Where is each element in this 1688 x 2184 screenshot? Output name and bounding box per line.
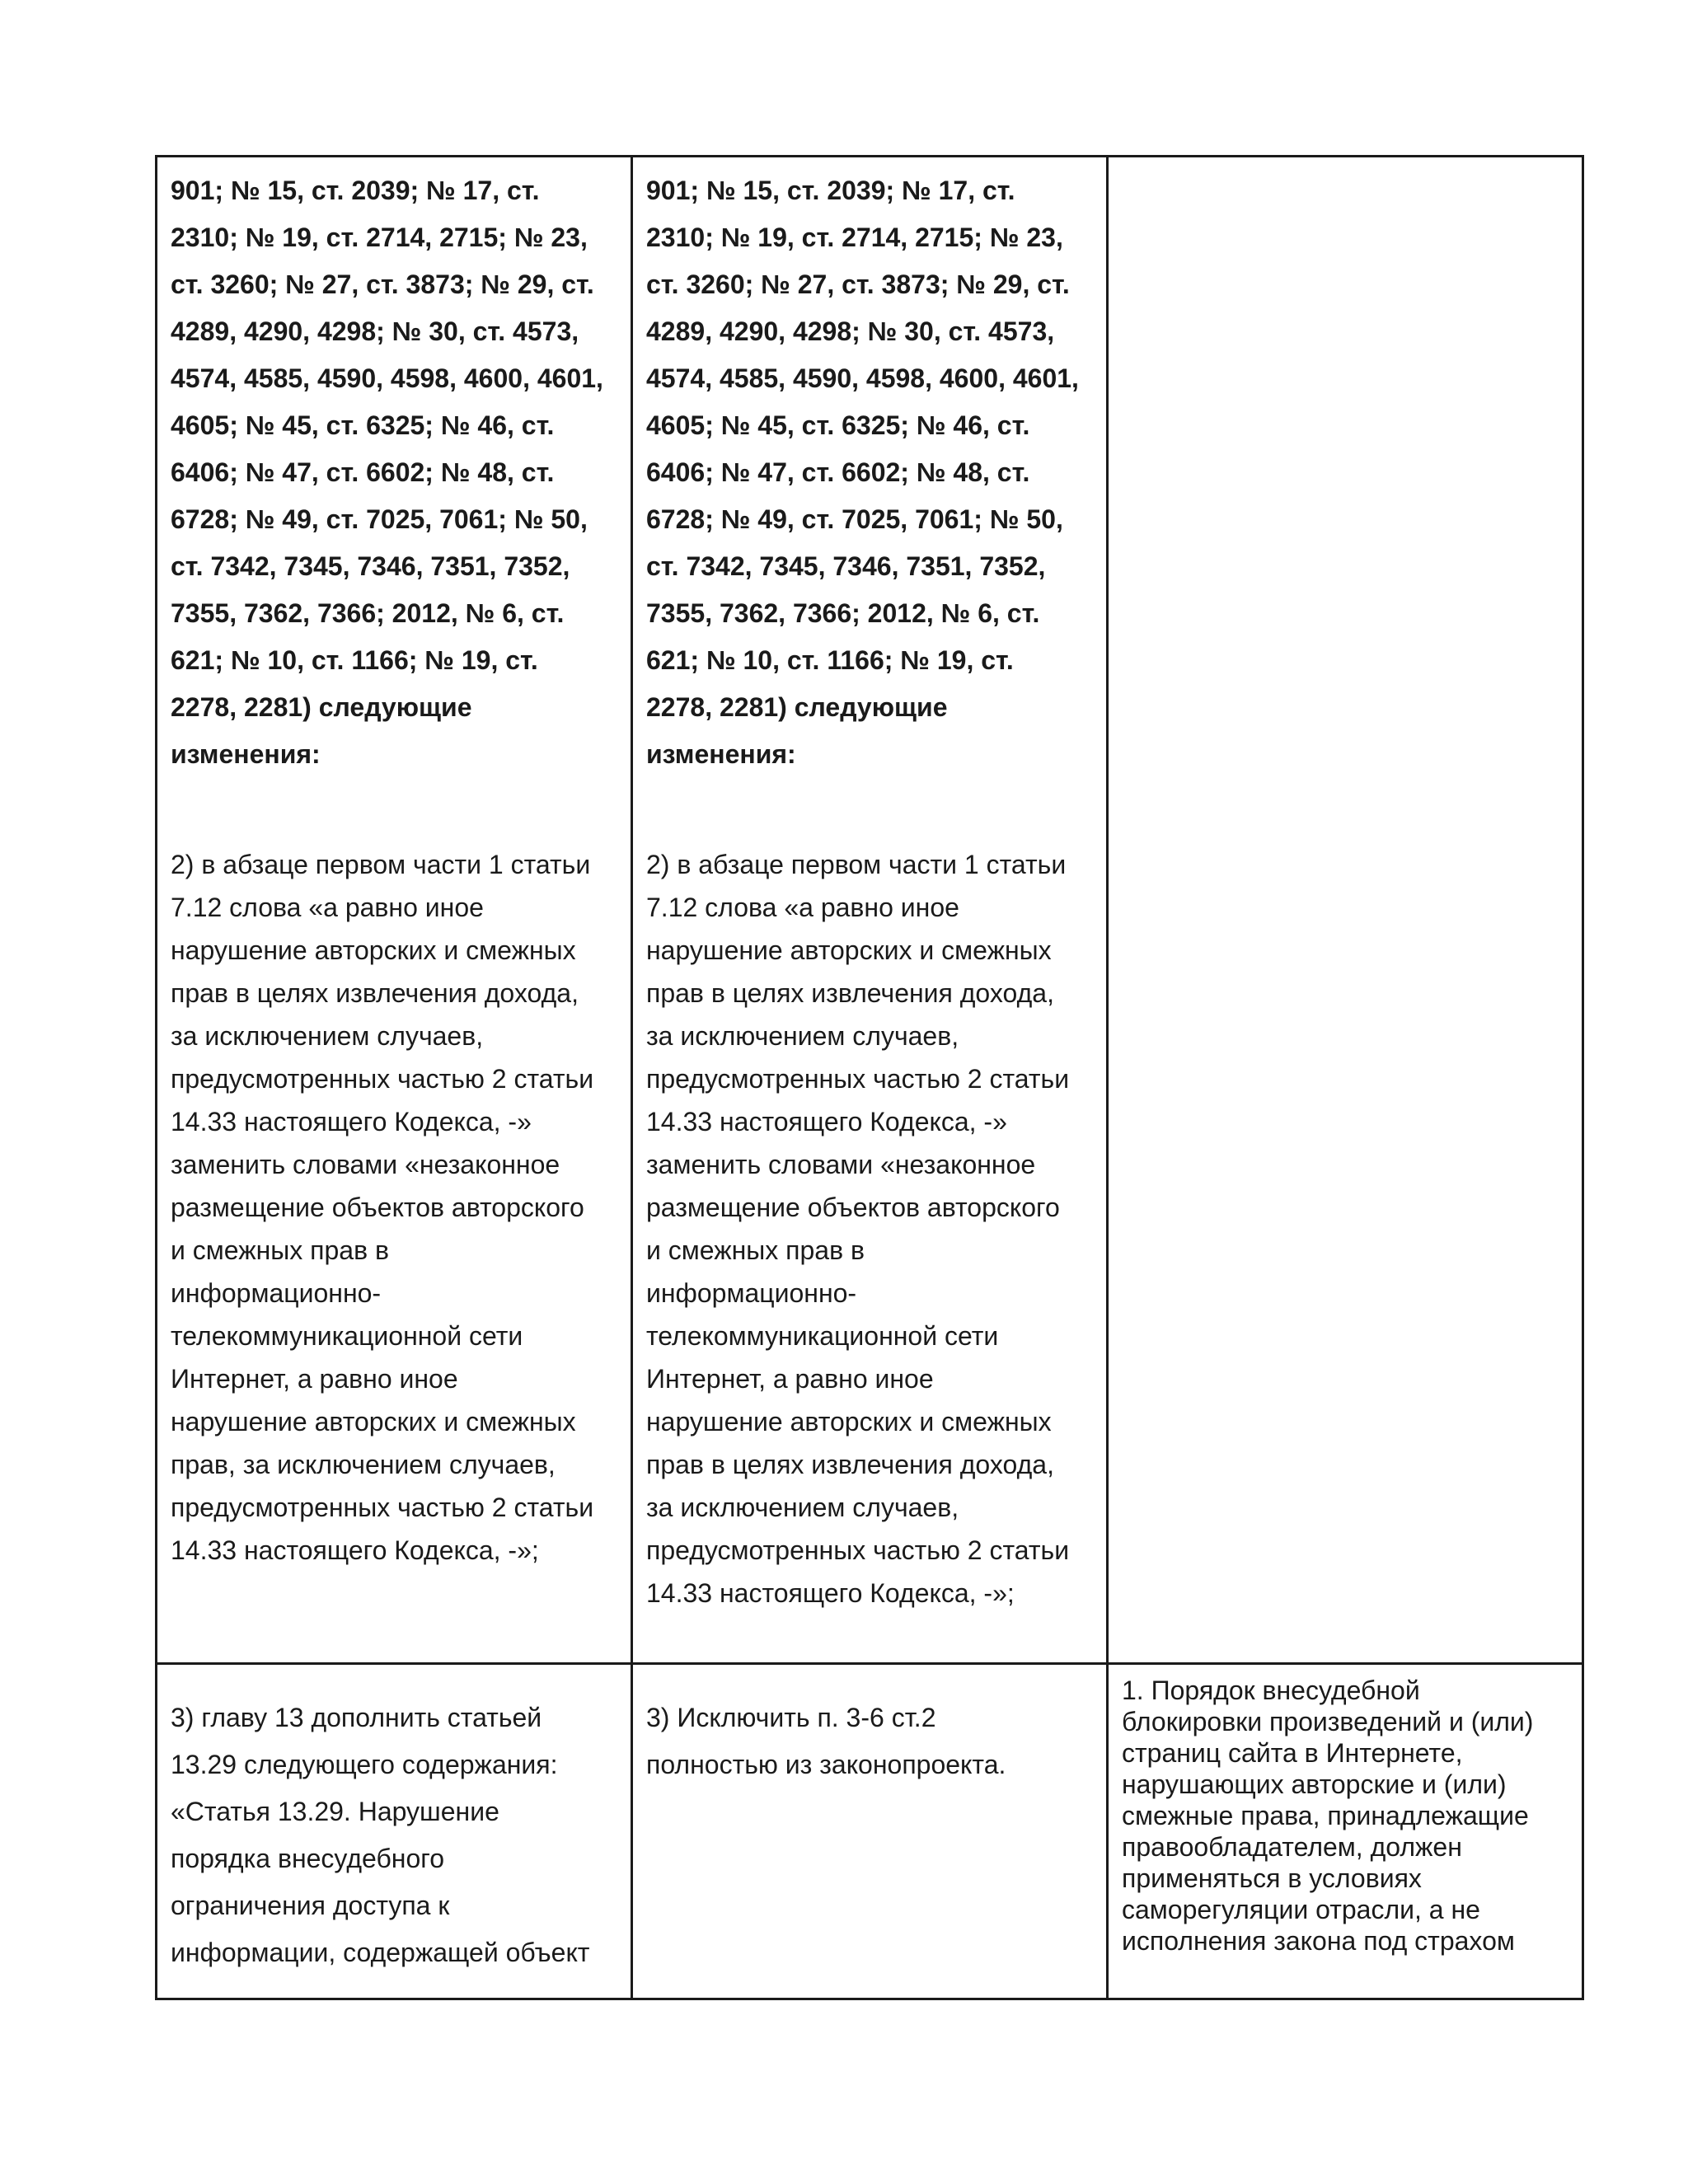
text-line: размещение объектов авторского bbox=[171, 1193, 584, 1222]
text-line: нарушение авторских и смежных bbox=[646, 1407, 1052, 1436]
text-line: изменения: bbox=[171, 739, 321, 769]
text-line: ст. 7342, 7345, 7346, 7351, 7352, bbox=[646, 551, 1046, 581]
text-line: заменить словами «незаконное bbox=[171, 1150, 560, 1179]
text-line: 2) в абзаце первом части 1 статьи bbox=[171, 850, 591, 879]
references-text bbox=[171, 167, 616, 778]
text-line: телекоммуникационной сети bbox=[646, 1321, 999, 1351]
cell-text bbox=[1122, 1675, 1567, 1957]
text-line: 6406; № 47, ст. 6602; № 48, ст. bbox=[646, 457, 1030, 487]
text-line: и смежных прав в bbox=[171, 1235, 389, 1265]
text-line: правообладателем, должен bbox=[1122, 1832, 1462, 1862]
text-line: за исключением случаев, bbox=[646, 1021, 959, 1051]
text-line: нарушение авторских и смежных bbox=[171, 935, 576, 965]
text-line: ст. 3260; № 27, ст. 3873; № 29, ст. bbox=[646, 269, 1070, 299]
text-line: ограничения доступа к bbox=[171, 1891, 450, 1920]
text-line: Интернет, а равно иное bbox=[171, 1364, 458, 1394]
text-line: 6406; № 47, ст. 6602; № 48, ст. bbox=[171, 457, 555, 487]
cell-text bbox=[171, 1694, 616, 1976]
text-line: 621; № 10, ст. 1166; № 19, ст. bbox=[171, 645, 538, 675]
text-line: 4289, 4290, 4298; № 30, ст. 4573, bbox=[171, 316, 579, 346]
text-line: информационно- bbox=[171, 1278, 382, 1308]
text-line: полностью из законопроекта. bbox=[646, 1750, 1006, 1779]
text-line: размещение объектов авторского bbox=[646, 1193, 1060, 1222]
text-line: 7355, 7362, 7366; 2012, № 6, ст. bbox=[646, 598, 1040, 628]
text-line: нарушение авторских и смежных bbox=[171, 1407, 576, 1436]
text-line: 14.33 настоящего Кодекса, -» bbox=[171, 1107, 532, 1137]
text-line: 14.33 настоящего Кодекса, -» bbox=[646, 1107, 1007, 1137]
text-line: порядка внесудебного bbox=[171, 1844, 445, 1873]
text-line: 7.12 слова «а равно иное bbox=[646, 893, 959, 922]
text-line: применяться в условиях bbox=[1122, 1863, 1422, 1893]
text-line: 14.33 настоящего Кодекса, -»; bbox=[646, 1578, 1015, 1608]
text-line: 4574, 4585, 4590, 4598, 4600, 4601, bbox=[171, 363, 603, 393]
text-line: 4605; № 45, ст. 6325; № 46, ст. bbox=[171, 410, 555, 440]
text-line: 4605; № 45, ст. 6325; № 46, ст. bbox=[646, 410, 1030, 440]
text-line: ст. 3260; № 27, ст. 3873; № 29, ст. bbox=[171, 269, 594, 299]
text-line: 6728; № 49, ст. 7025, 7061; № 50, bbox=[646, 504, 1063, 534]
text-line: 621; № 10, ст. 1166; № 19, ст. bbox=[646, 645, 1014, 675]
text-line: заменить словами «незаконное bbox=[646, 1150, 1036, 1179]
text-line: саморегуляции отрасли, а не bbox=[1122, 1895, 1480, 1924]
text-line: за исключением случаев, bbox=[646, 1493, 959, 1522]
text-line: 901; № 15, ст. 2039; № 17, ст. bbox=[646, 176, 1015, 205]
text-line: прав в целях извлечения дохода, bbox=[171, 978, 579, 1008]
text-line: прав в целях извлечения дохода, bbox=[646, 1450, 1054, 1479]
cell-r2-c2 bbox=[632, 1664, 1108, 1999]
text-line: 14.33 настоящего Кодекса, -»; bbox=[171, 1535, 539, 1565]
text-line: 901; № 15, ст. 2039; № 17, ст. bbox=[171, 176, 540, 205]
amendment-text bbox=[646, 843, 1091, 1615]
text-line: телекоммуникационной сети bbox=[171, 1321, 523, 1351]
text-line: информационно- bbox=[646, 1278, 857, 1308]
text-line: информации, содержащей объект bbox=[171, 1938, 590, 1967]
text-line: 2278, 2281) следующие bbox=[646, 692, 948, 722]
amendment-text bbox=[171, 843, 616, 1572]
text-line: Интернет, а равно иное bbox=[646, 1364, 934, 1394]
text-line: 1. Порядок внесудебной bbox=[1122, 1675, 1420, 1705]
text-line: предусмотренных частью 2 статьи bbox=[171, 1493, 594, 1522]
text-line: прав, за исключением случаев, bbox=[171, 1450, 556, 1479]
cell-text bbox=[646, 1694, 1091, 1788]
cell-r2-c1 bbox=[157, 1664, 632, 1999]
comparison-table bbox=[155, 155, 1584, 2000]
text-line: 2310; № 19, ст. 2714, 2715; № 23, bbox=[646, 223, 1063, 252]
text-line: 4289, 4290, 4298; № 30, ст. 4573, bbox=[646, 316, 1055, 346]
text-line: изменения: bbox=[646, 739, 796, 769]
text-line: «Статья 13.29. Нарушение bbox=[171, 1797, 499, 1826]
text-line: предусмотренных частью 2 статьи bbox=[171, 1064, 594, 1094]
text-line: 2310; № 19, ст. 2714, 2715; № 23, bbox=[171, 223, 588, 252]
text-line: смежные права, принадлежащие bbox=[1122, 1801, 1529, 1830]
text-line: блокировки произведений и (или) bbox=[1122, 1707, 1534, 1736]
text-line: предусмотренных частью 2 статьи bbox=[646, 1064, 1070, 1094]
text-line: 7.12 слова «а равно иное bbox=[171, 893, 484, 922]
text-line: 3) главу 13 дополнить статьей bbox=[171, 1703, 542, 1732]
text-line: исполнения закона под страхом bbox=[1122, 1926, 1515, 1956]
text-line: 6728; № 49, ст. 7025, 7061; № 50, bbox=[171, 504, 588, 534]
cell-r1-c3 bbox=[1108, 157, 1583, 1664]
text-line: 13.29 следующего содержания: bbox=[171, 1750, 558, 1779]
cell-r1-c2 bbox=[632, 157, 1108, 1664]
cell-r1-c1 bbox=[157, 157, 632, 1664]
text-line: 2278, 2281) следующие bbox=[171, 692, 472, 722]
text-line: ст. 7342, 7345, 7346, 7351, 7352, bbox=[171, 551, 570, 581]
text-line: и смежных прав в bbox=[646, 1235, 865, 1265]
table-row bbox=[157, 1664, 1583, 1999]
text-line: 2) в абзаце первом части 1 статьи bbox=[646, 850, 1067, 879]
text-line: за исключением случаев, bbox=[171, 1021, 484, 1051]
text-line: прав в целях извлечения дохода, bbox=[646, 978, 1054, 1008]
text-line: предусмотренных частью 2 статьи bbox=[646, 1535, 1070, 1565]
text-line: нарушающих авторские и (или) bbox=[1122, 1769, 1507, 1799]
cell-r2-c3 bbox=[1108, 1664, 1583, 1999]
references-text bbox=[646, 167, 1091, 778]
table-row bbox=[157, 157, 1583, 1664]
text-line: 3) Исключить п. 3-6 ст.2 bbox=[646, 1703, 936, 1732]
text-line: нарушение авторских и смежных bbox=[646, 935, 1052, 965]
text-line: 4574, 4585, 4590, 4598, 4600, 4601, bbox=[646, 363, 1079, 393]
text-line: 7355, 7362, 7366; 2012, № 6, ст. bbox=[171, 598, 565, 628]
text-line: страниц сайта в Интернете, bbox=[1122, 1738, 1463, 1768]
